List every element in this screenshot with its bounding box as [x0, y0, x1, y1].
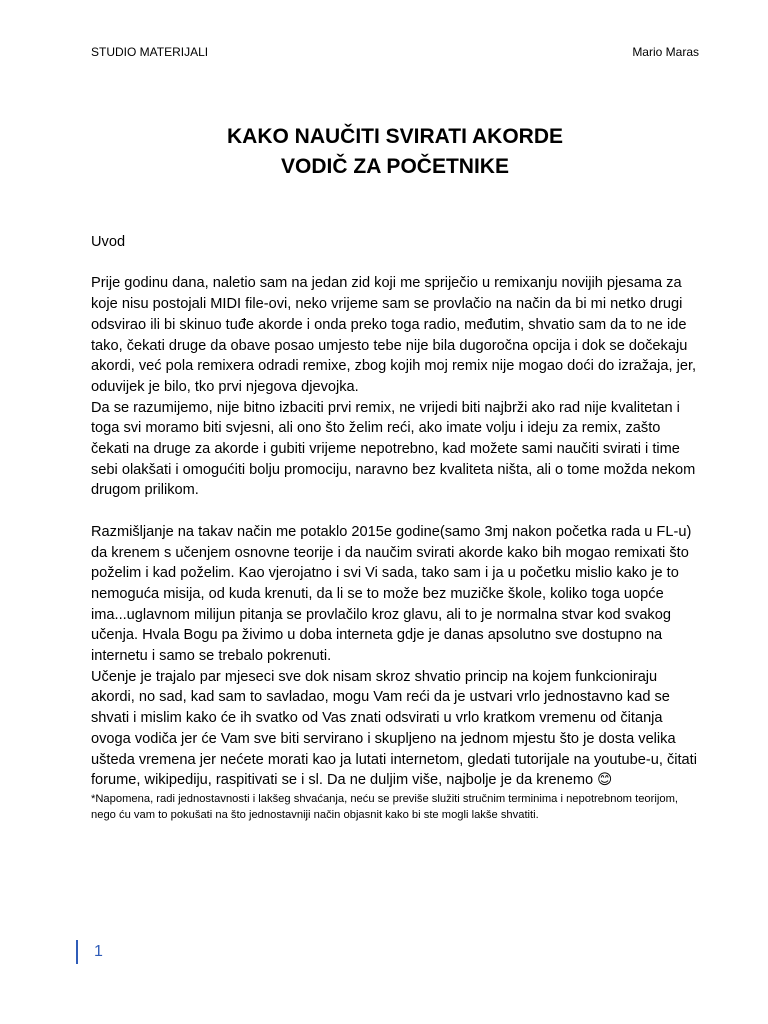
- section-heading: Uvod: [91, 234, 126, 250]
- page-number: 1: [76, 940, 103, 964]
- paragraph-1: Prije godinu dana, naletio sam na jedan zid koji me spriječio u remixanju novijih pjesama za koje nisu postojali MIDI file-ovi, neko vrijeme sam se provlačio na način da bi mi netko drugi odsvirao ili bi skinuo tuđe akorde i onda preko toga radio, međutim, shvatio sam da to ne ide tako, čekati druge da obave posao umjesto tebe nije bila dugoročna opcija i dok se dočekaju akordi, već pola remixera odradi remixe, zbog kojih moj remix nije mogao doći do izražaja, jer, oduvijek je bilo, tko prvi njegova djevojka.: [91, 275, 697, 395]
- title-line-2: VODIČ ZA POČETNIKE: [281, 155, 509, 178]
- header-left-text: STUDIO MATERIJALI: [91, 45, 209, 59]
- header-author: Mario Maras: [632, 45, 699, 59]
- document-title: [91, 122, 699, 182]
- paragraph-3: Razmišljanje na takav način me potaklo 2015e godine(samo 3mj nakon početka rada u FL-u) da krenem s učenjem osnovne teorije i da naučim svirati akorde kako bih mogao remixati što poželim i kad poželim. Kao vjerojatno i svi Vi sada, tako sam i ja u početku mislio kako je to nemoguća misija, od kuda krenuti, da li se to može bez muzičke škole, koliko toga uopće ima...uglavnom milijun pitanja se provlačilo kroz glavu, ali to je normalna stvar kod svakog učenja. Hvala Bogu pa živimo u doba interneta gdje je danas apsolutno sve dostupno na internetu i samo se trebalo pokrenuti.: [91, 523, 692, 665]
- footnote: *Napomena, radi jednostavnosti i lakšeg shvaćanja, neću se previše služiti stručnim terminima i nepotrebnom teorijom, nego ću vam to pokušati na što jednostavniji način objasnit kako bi ste mogli lakše shvatiti.: [91, 792, 678, 821]
- title-line-1: KAKO NAUČITI SVIRATI AKORDE: [227, 125, 563, 148]
- spacer: [91, 501, 699, 522]
- page-header: [91, 44, 699, 62]
- paragraph-2: Da se razumijemo, nije bitno izbaciti prvi remix, ne vrijedi biti najbrži ako rad nije kvalitetan i toga svi moramo biti svjesni, ali ono što želim reći, ako imate volju i ideju za remix, zašto čekati na druge za akorde i gubiti vrijeme nepotrebno, kad možete sami naučiti svirati i time sebi olakšati i omogućiti bolju promociju, naravno bez kvaliteta ništa, ali o tome možda nekom drugom prilikom.: [91, 399, 696, 499]
- document-body: [91, 232, 699, 823]
- paragraph-4: Učenje je trajalo par mjeseci sve dok nisam skroz shvatio princip na kojem funkcioniraju akordi, no sad, kad sam to savladao, mogu Vam reći da je ustvari vrlo jednostavno kad se shvati i mislim kako će ih svatko od Vas znati odsvirati u vrlo kratkom vremenu od čitanja ovoga vodiča jer će Vam sve biti servirano i skupljeno na jednom mjestu što je dosta velika ušteda vremena jer nećete morati kao ja lutati internetom, gledati tutorijale na youtube-u, čitati forume, wikipediju, raspitivati se i sl. Da ne duljim više, najbolje je da krenemo 😊: [91, 668, 697, 789]
- spacer: [91, 253, 699, 274]
